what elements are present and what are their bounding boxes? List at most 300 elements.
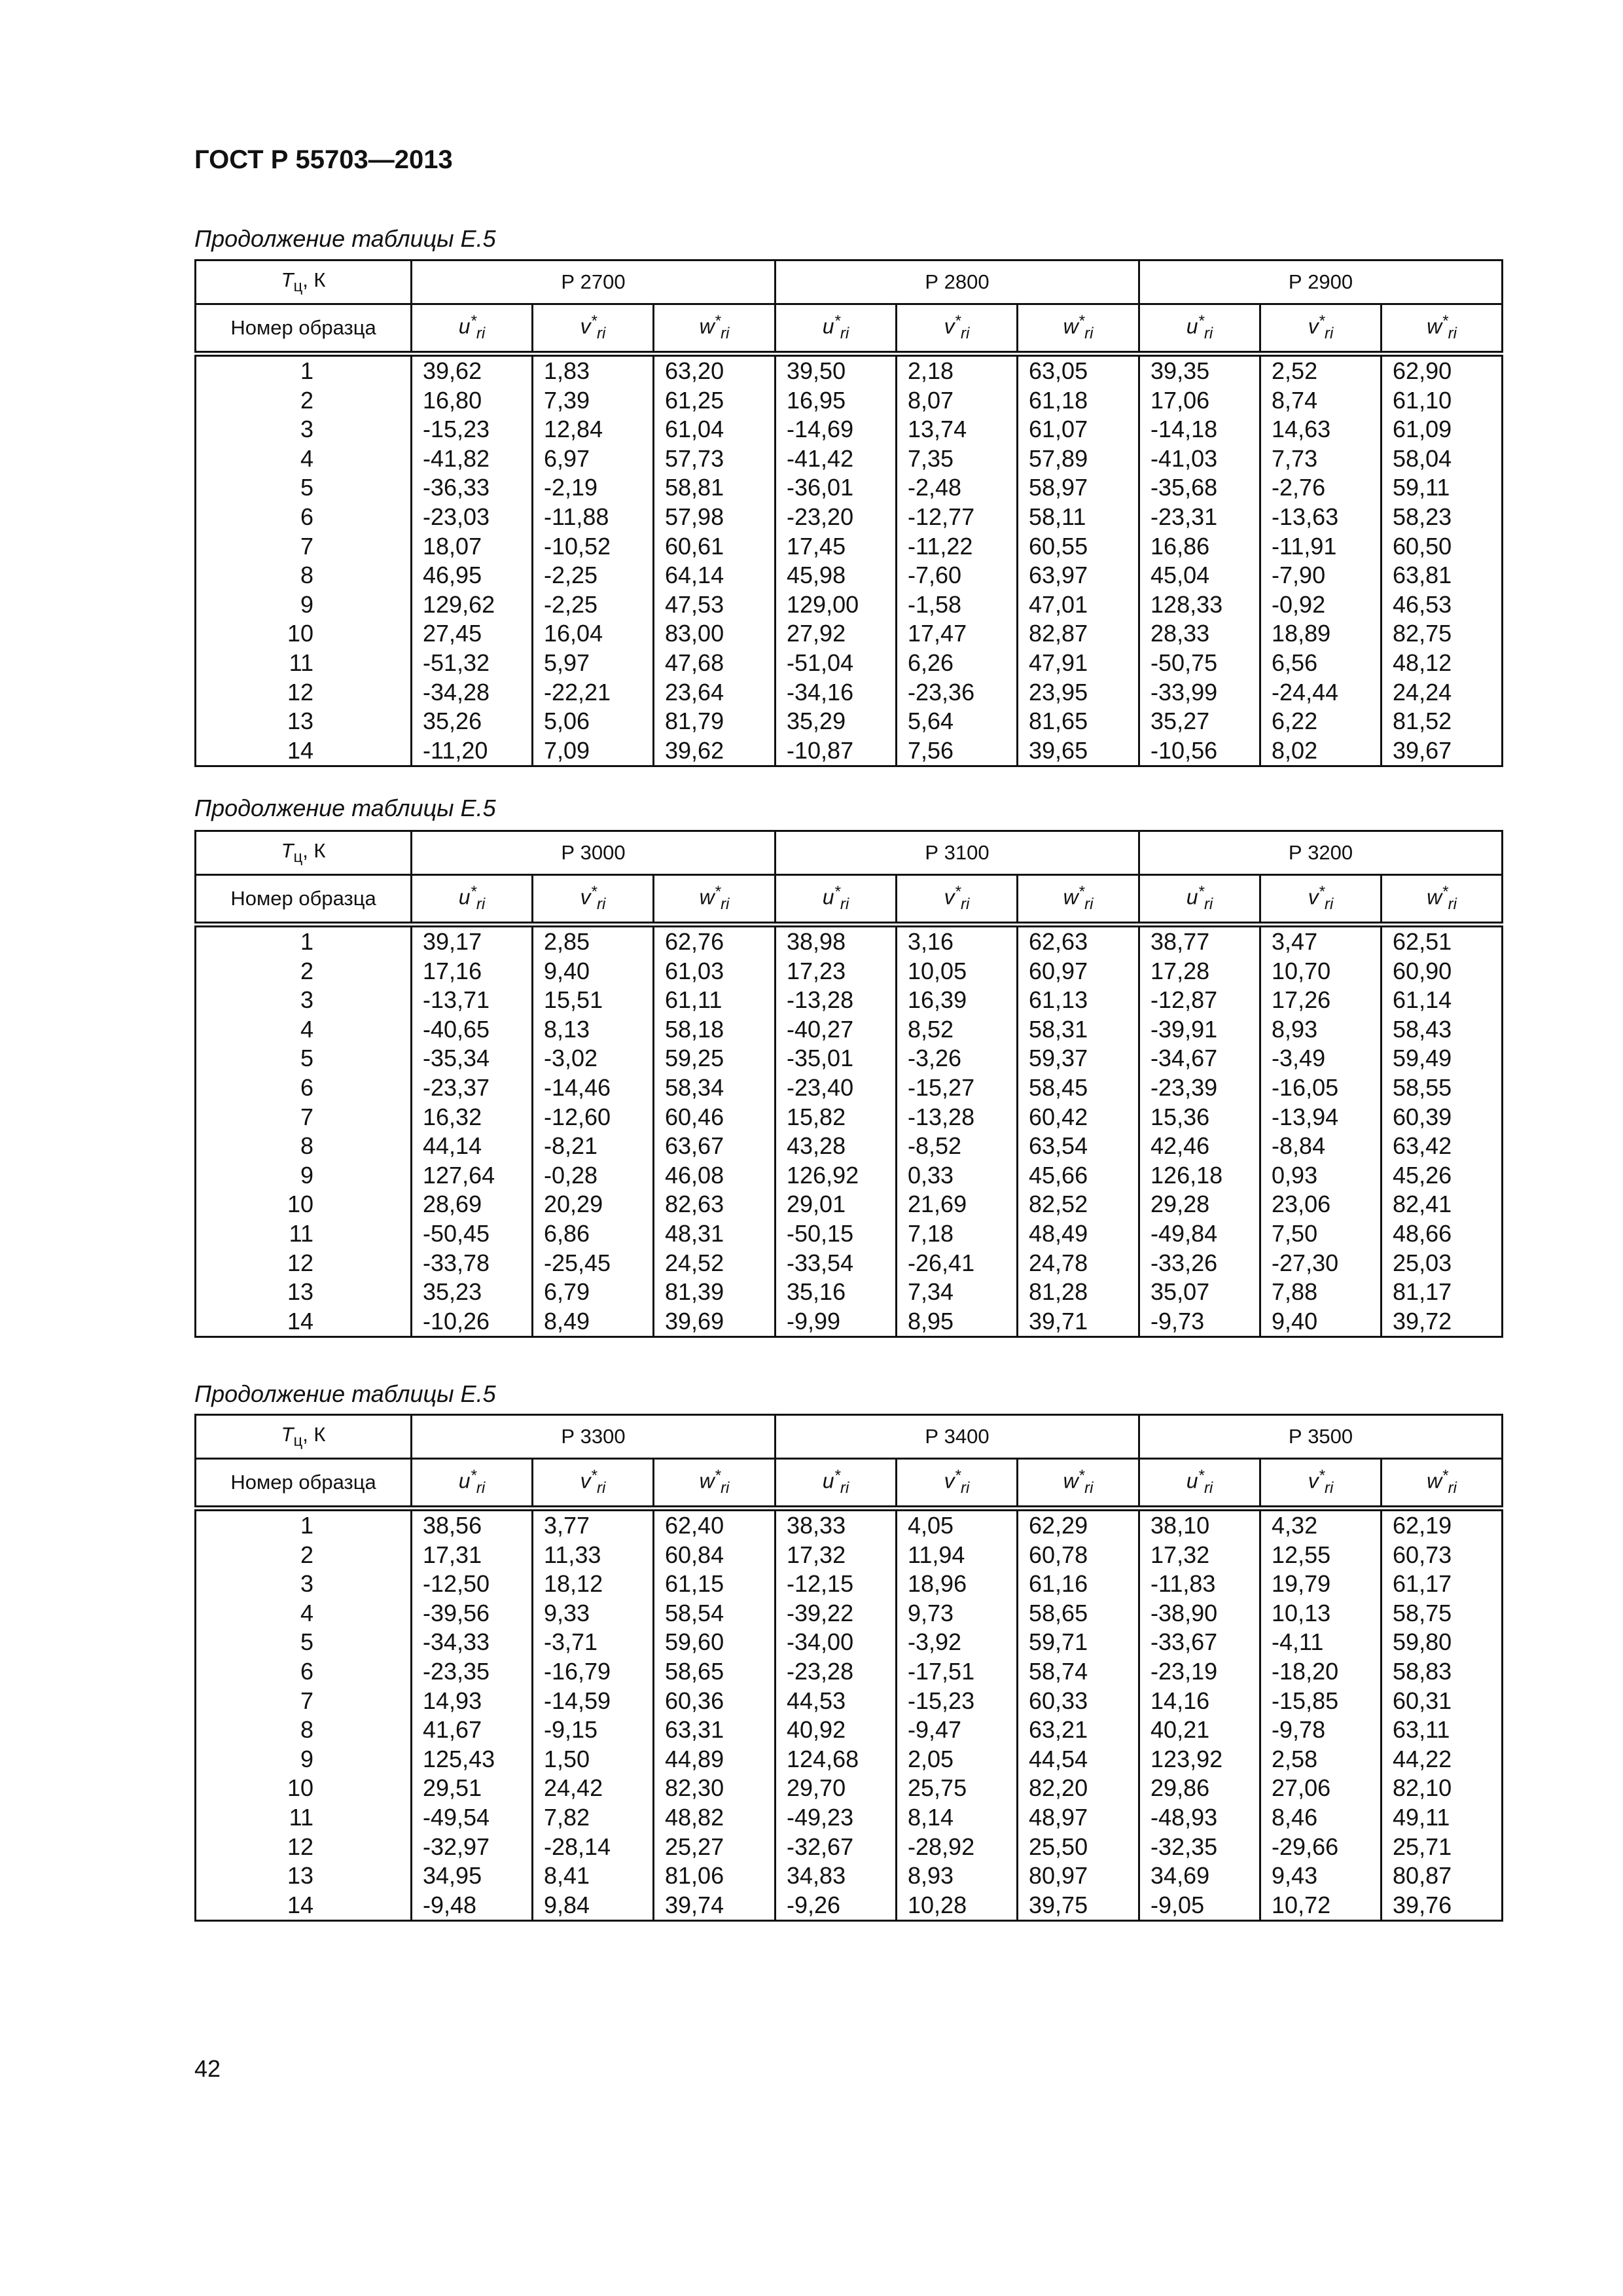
table-cell-value: -2,25: [544, 590, 598, 618]
table-cell-value: 17,45: [787, 532, 846, 560]
component-header-w: [654, 304, 776, 354]
table-cell-value: -28,14: [544, 1833, 611, 1860]
table-cell-value: 34,95: [423, 1862, 482, 1890]
table-cell-value: 10,70: [1272, 957, 1331, 984]
sample-number: 4: [300, 444, 313, 472]
table-cell-value: 9,84: [544, 1891, 590, 1918]
sample-number: 8: [300, 562, 313, 589]
table-cell-value: 3,47: [1272, 928, 1318, 955]
table-cell-value: -9,73: [1150, 1307, 1205, 1335]
table-cell-value: 60,90: [1393, 957, 1452, 984]
value-column-w: [654, 354, 776, 766]
table-cell-value: 38,56: [423, 1512, 482, 1539]
component-superscript: *: [590, 312, 597, 331]
table-cell-value: 7,82: [544, 1803, 590, 1831]
component-header-u: [412, 304, 533, 354]
table-cell-value: 61,14: [1393, 986, 1452, 1014]
value-column-u: [1139, 925, 1260, 1337]
component-symbol: w: [1427, 886, 1442, 910]
table-cell-value: 59,37: [1029, 1045, 1088, 1072]
table-cell-value: -23,35: [423, 1657, 490, 1685]
table-cell-value: 5,97: [544, 649, 590, 676]
table-body: [196, 1509, 1503, 1921]
sample-number: 7: [300, 532, 313, 560]
table-cell-value: 61,07: [1029, 416, 1088, 443]
table-cell-value: -24,44: [1272, 678, 1339, 706]
component-header-v: [1260, 304, 1382, 354]
table-cell-value: 40,92: [787, 1716, 846, 1744]
table-cell-value: 47,53: [665, 590, 724, 618]
table-cell-value: 4,32: [1272, 1512, 1318, 1539]
table-cell-value: 8,93: [908, 1862, 954, 1890]
table-cell-value: 60,42: [1029, 1103, 1088, 1130]
component-superscript: *: [834, 1467, 840, 1485]
table-cell-value: 8,74: [1272, 386, 1318, 414]
table-cell-value: 34,69: [1150, 1862, 1210, 1890]
component-superscript: *: [470, 883, 476, 901]
table-cell-value: 10,72: [1272, 1891, 1331, 1918]
table-cell-value: 29,51: [423, 1774, 482, 1802]
table-cell-value: 40,21: [1150, 1716, 1210, 1744]
table-cell-value: 60,46: [665, 1103, 724, 1130]
table-cell-value: 61,11: [665, 986, 722, 1014]
table-cell-value: 5,06: [544, 708, 590, 735]
table-cell-value: 46,53: [1393, 590, 1452, 618]
sample-number: 11: [289, 1803, 313, 1831]
value-column-u: [1139, 1509, 1260, 1921]
table-cell-value: 58,74: [1029, 1657, 1088, 1685]
table-cell-value: 11,33: [544, 1541, 601, 1568]
component-subscript: ri: [1325, 1479, 1334, 1498]
table-cell-value: 58,65: [665, 1657, 724, 1685]
tc-unit: , К: [302, 268, 326, 291]
component-header-u: [776, 304, 897, 354]
table-cell-value: 17,32: [787, 1541, 846, 1568]
component-superscript: *: [714, 1467, 721, 1485]
table-cell-value: 80,97: [1029, 1862, 1088, 1890]
temperature-group-label: Р 2700: [412, 260, 776, 304]
table-cell-value: 81,65: [1029, 708, 1088, 735]
table-cell-value: -13,63: [1272, 503, 1339, 530]
sample-number: 3: [300, 1570, 313, 1598]
table-cell-value: -16,05: [1272, 1073, 1339, 1101]
table-cell-value: 45,26: [1393, 1161, 1452, 1189]
table-cell-value: 27,06: [1272, 1774, 1331, 1802]
tc-subscript: ц: [293, 1432, 303, 1450]
table-cell-value: 58,43: [1393, 1015, 1452, 1043]
table-cell-value: -9,99: [787, 1307, 841, 1335]
table-cell-value: 44,22: [1393, 1745, 1452, 1772]
table-cell-value: 0,93: [1272, 1161, 1318, 1189]
component-symbol: v: [580, 315, 591, 339]
table-cell-value: 29,01: [787, 1191, 846, 1218]
component-header-u: [1139, 875, 1260, 925]
table-cell-value: -10,56: [1150, 736, 1218, 764]
component-superscript: *: [1318, 1467, 1325, 1485]
table-cell-value: -40,27: [787, 1015, 854, 1043]
component-symbol: w: [1427, 1469, 1442, 1494]
table-cell-value: -49,54: [423, 1803, 490, 1831]
table-cell-value: 39,65: [1029, 736, 1088, 764]
table-cell-value: 27,45: [423, 620, 482, 647]
table-cell-value: 59,25: [665, 1045, 724, 1072]
table-cell-value: 3,77: [544, 1512, 590, 1539]
table-cell-value: 61,16: [1029, 1570, 1088, 1598]
table-cell-value: 126,92: [787, 1161, 859, 1189]
table-cell-value: 129,62: [423, 590, 495, 618]
header-row-components: [196, 1459, 1503, 1509]
table-cell-value: 60,33: [1029, 1687, 1088, 1714]
component-header-u: [776, 875, 897, 925]
table-cell-value: 63,11: [1393, 1716, 1450, 1744]
component-symbol: u: [822, 1469, 834, 1494]
table-cell-value: 129,00: [787, 590, 859, 618]
table-cell-value: 1,50: [544, 1745, 590, 1772]
table-cell-value: -32,97: [423, 1833, 490, 1860]
component-symbol: v: [1308, 315, 1319, 339]
table-cell-value: 18,07: [423, 532, 482, 560]
table-cell-value: 17,47: [908, 620, 967, 647]
table-cell-value: 44,14: [423, 1132, 482, 1160]
table-cell-value: -10,52: [544, 532, 611, 560]
table-cell-value: 81,52: [1393, 708, 1452, 735]
table-cell-value: 60,36: [665, 1687, 724, 1714]
table-cell-value: 61,17: [1393, 1570, 1452, 1598]
component-subscript: ri: [961, 1479, 970, 1498]
table-cell-value: 60,31: [1393, 1687, 1452, 1714]
table-cell-value: -36,01: [787, 474, 854, 501]
table-cell-value: -15,85: [1272, 1687, 1339, 1714]
table-cell-value: 38,10: [1150, 1512, 1210, 1539]
table-cell-value: -35,01: [787, 1045, 854, 1072]
table-cell-value: -23,37: [423, 1073, 490, 1101]
sample-number: 9: [300, 590, 313, 618]
temperature-group-label: Р 2800: [776, 260, 1139, 304]
sample-number: 6: [300, 1657, 313, 1685]
table-cell-value: 20,29: [544, 1191, 603, 1218]
table-cell-value: 59,60: [665, 1628, 724, 1656]
table-cell-value: -39,56: [423, 1599, 490, 1626]
table-cell-value: 39,74: [665, 1891, 724, 1918]
temperature-header-cell: [196, 260, 412, 304]
table-cell-value: 7,88: [1272, 1278, 1318, 1306]
temperature-header-cell: [196, 831, 412, 875]
sample-number: 10: [287, 1774, 313, 1802]
table-cell-value: -17,51: [908, 1657, 975, 1685]
table-cell-value: 35,16: [787, 1278, 846, 1306]
table-cell-value: 58,04: [1393, 444, 1452, 472]
table-cell-value: -34,33: [423, 1628, 490, 1656]
table-cell-value: -33,54: [787, 1249, 854, 1276]
header-row-temperature: [196, 260, 1503, 304]
table-cell-value: 7,73: [1272, 444, 1318, 472]
component-superscript: *: [1198, 1467, 1204, 1485]
table-cell-value: -33,78: [423, 1249, 490, 1276]
table-cell-value: 25,27: [665, 1833, 724, 1860]
value-column-v: [1260, 354, 1382, 766]
table-cell-value: -41,82: [423, 444, 490, 472]
table-cell-value: 82,52: [1029, 1191, 1088, 1218]
data-table: [194, 1414, 1503, 1922]
component-symbol: w: [1063, 886, 1079, 910]
table-cell-value: 58,11: [1029, 503, 1086, 530]
table-cell-value: 8,07: [908, 386, 954, 414]
component-symbol: w: [1063, 1469, 1079, 1494]
table-cell-value: -39,91: [1150, 1015, 1218, 1043]
component-subscript: ri: [1204, 895, 1213, 914]
component-header-v: [897, 304, 1018, 354]
table-cell-value: 35,26: [423, 708, 482, 735]
table-cell-value: 63,81: [1393, 562, 1452, 589]
table-cell-value: 38,98: [787, 928, 846, 955]
table-cell-value: 6,86: [544, 1219, 590, 1247]
table-cell-value: 49,11: [1393, 1803, 1450, 1831]
table-cell-value: 82,75: [1393, 620, 1452, 647]
component-superscript: *: [1078, 1467, 1085, 1485]
table-cell-value: -48,93: [1150, 1803, 1218, 1831]
temperature-group-label: Р 3100: [776, 831, 1139, 875]
table-cell-value: -34,16: [787, 678, 854, 706]
component-superscript: *: [1198, 883, 1204, 901]
table-cell-value: 24,24: [1393, 678, 1452, 706]
component-subscript: ri: [1084, 895, 1094, 914]
component-header-w: [1382, 875, 1503, 925]
table-cell-value: -9,26: [787, 1891, 841, 1918]
table-cell-value: 35,29: [787, 708, 846, 735]
component-header-u: [776, 1459, 897, 1509]
table-cell-value: -9,78: [1272, 1716, 1326, 1744]
component-subscript: ri: [1448, 895, 1457, 914]
sample-number: 3: [300, 986, 313, 1014]
component-superscript: *: [1442, 883, 1448, 901]
table-cell-value: -11,88: [544, 503, 609, 530]
table-cell-value: 81,28: [1029, 1278, 1088, 1306]
table-cell-value: 46,08: [665, 1161, 724, 1189]
table-cell-value: 17,28: [1150, 957, 1210, 984]
table-cell-value: 128,33: [1150, 590, 1223, 618]
table-cell-value: 39,76: [1393, 1891, 1452, 1918]
temperature-group-label: Р 3000: [412, 831, 776, 875]
component-subscript: ri: [1448, 325, 1457, 343]
sample-number: 2: [300, 957, 313, 984]
sample-number: 14: [287, 736, 313, 764]
table-cell-value: -2,76: [1272, 474, 1326, 501]
table-cell-value: 2,85: [544, 928, 590, 955]
table-cell-value: 46,95: [423, 562, 482, 589]
table-cell-value: -14,59: [544, 1687, 611, 1714]
table-cell-value: 82,30: [665, 1774, 724, 1802]
table-cell-value: -33,67: [1150, 1628, 1218, 1656]
value-column-u: [1139, 354, 1260, 766]
component-symbol: v: [944, 315, 955, 339]
table-cell-value: 48,66: [1393, 1219, 1452, 1247]
component-symbol: w: [1427, 315, 1442, 339]
component-subscript: ri: [961, 895, 970, 914]
table-cell-value: 10,13: [1272, 1599, 1331, 1626]
table-cell-value: 18,96: [908, 1570, 967, 1598]
table-cell-value: 2,05: [908, 1745, 954, 1772]
component-header-w: [1018, 304, 1139, 354]
table-cell-value: 8,41: [544, 1862, 590, 1890]
table-cell-value: 7,34: [908, 1278, 954, 1306]
sample-number: 2: [300, 386, 313, 414]
table-cell-value: 62,40: [665, 1512, 724, 1539]
table-cell-value: 16,32: [423, 1103, 482, 1130]
table-cell-value: -13,94: [1272, 1103, 1339, 1130]
table-cell-value: 39,50: [787, 357, 846, 384]
table-cell-value: 83,00: [665, 620, 724, 647]
table-cell-value: 57,73: [665, 444, 724, 472]
table-cell-value: 48,31: [665, 1219, 724, 1247]
header-row-temperature: [196, 831, 1503, 875]
table-cell-value: 124,68: [787, 1745, 859, 1772]
component-subscript: ri: [721, 325, 730, 343]
table-cell-value: 82,10: [1393, 1774, 1452, 1802]
header-row-components: [196, 304, 1503, 354]
table-cell-value: 62,63: [1029, 928, 1088, 955]
table-body: [196, 925, 1503, 1337]
table-cell-value: -23,40: [787, 1073, 854, 1101]
table-cell-value: 18,89: [1272, 620, 1331, 647]
table-cell-value: -11,22: [908, 532, 973, 560]
table-cell-value: -33,26: [1150, 1249, 1218, 1276]
tc-subscript: ц: [293, 848, 303, 867]
table-cell-value: 58,75: [1393, 1599, 1452, 1626]
table-cell-value: 82,87: [1029, 620, 1088, 647]
table-cell-value: 0,33: [908, 1161, 954, 1189]
component-header-w: [1382, 304, 1503, 354]
temperature-group-label: Р 2900: [1139, 260, 1503, 304]
table-cell-value: -2,19: [544, 474, 598, 501]
sample-number: 9: [300, 1745, 313, 1772]
component-symbol: w: [699, 1469, 715, 1494]
component-subscript: ri: [721, 1479, 730, 1498]
sample-number: 1: [300, 357, 313, 384]
table-cell-value: 12,55: [1272, 1541, 1331, 1568]
table-row: [196, 925, 1503, 1337]
table-cell-value: -13,28: [787, 986, 854, 1014]
table-cell-value: 6,26: [908, 649, 954, 676]
table-cell-value: 16,95: [787, 386, 846, 414]
table-cell-value: 3,16: [908, 928, 954, 955]
component-symbol: u: [458, 1469, 471, 1494]
table-cell-value: 58,45: [1029, 1073, 1088, 1101]
value-column-u: [776, 354, 897, 766]
value-column-v: [897, 354, 1018, 766]
component-symbol: u: [458, 886, 471, 910]
table-cell-value: 8,93: [1272, 1015, 1318, 1043]
table-cell-value: 61,13: [1029, 986, 1088, 1014]
sample-number: 9: [300, 1161, 313, 1189]
table-cell-value: 14,63: [1272, 416, 1331, 443]
sample-number-column: [196, 354, 412, 766]
table-cell-value: -8,52: [908, 1132, 962, 1160]
document-header: ГОСТ Р 55703—2013: [194, 145, 453, 174]
sample-number-header: Номер образца: [196, 1459, 412, 1509]
sample-number: 8: [300, 1132, 313, 1160]
table-cell-value: -23,19: [1150, 1657, 1218, 1685]
table-cell-value: -23,28: [787, 1657, 854, 1685]
component-superscript: *: [470, 1467, 476, 1485]
table-cell-value: 47,68: [665, 649, 724, 676]
table-cell-value: 63,54: [1029, 1132, 1088, 1160]
component-symbol: w: [699, 315, 715, 339]
sample-number: 4: [300, 1599, 313, 1626]
table-cell-value: 43,28: [787, 1132, 846, 1160]
table-cell-value: 27,92: [787, 620, 846, 647]
table-cell-value: 39,67: [1393, 736, 1452, 764]
table-cell-value: -14,18: [1150, 416, 1218, 443]
table-cell-value: 61,10: [1393, 386, 1452, 414]
table-cell-value: 2,58: [1272, 1745, 1318, 1772]
table-cell-value: 7,39: [544, 386, 590, 414]
table-cell-value: 82,20: [1029, 1774, 1088, 1802]
component-superscript: *: [1442, 312, 1448, 331]
table-cell-value: 21,69: [908, 1191, 967, 1218]
component-subscript: ri: [476, 895, 486, 914]
table-cell-value: 39,69: [665, 1307, 724, 1335]
table-cell-value: -23,20: [787, 503, 854, 530]
table-cell-value: 5,64: [908, 708, 954, 735]
table-cell-value: 45,04: [1150, 562, 1210, 589]
table-cell-value: 127,64: [423, 1161, 495, 1189]
table-cell-value: 8,13: [544, 1015, 590, 1043]
table-cell-value: 7,50: [1272, 1219, 1318, 1247]
table-cell-value: -11,20: [423, 736, 488, 764]
table-cell-value: -10,26: [423, 1307, 490, 1335]
table-cell-value: 6,79: [544, 1278, 590, 1306]
table-cell-value: -50,45: [423, 1219, 490, 1247]
value-column-v: [533, 354, 654, 766]
sample-number: 4: [300, 1015, 313, 1043]
table-cell-value: 14,93: [423, 1687, 482, 1714]
value-column-w: [654, 1509, 776, 1921]
table-cell-value: -29,66: [1272, 1833, 1339, 1860]
table-cell-value: -13,28: [908, 1103, 975, 1130]
table-cell-value: 59,71: [1029, 1628, 1088, 1656]
table-cell-value: 81,06: [665, 1862, 724, 1890]
table-cell-value: 80,87: [1393, 1862, 1452, 1890]
table-cell-value: 58,97: [1029, 474, 1088, 501]
table-cell-value: -9,47: [908, 1716, 962, 1744]
component-superscript: *: [1078, 883, 1085, 901]
component-subscript: ri: [1204, 325, 1213, 343]
table-cell-value: 17,16: [423, 957, 482, 984]
table-cell-value: 125,43: [423, 1745, 495, 1772]
table-cell-value: 126,18: [1150, 1161, 1223, 1189]
component-subscript: ri: [1084, 325, 1094, 343]
table-cell-value: 1,83: [544, 357, 590, 384]
table-cell-value: 16,04: [544, 620, 603, 647]
table-cell-value: -9,15: [544, 1716, 598, 1744]
table-cell-value: -28,92: [908, 1833, 975, 1860]
table-cell-value: 57,98: [665, 503, 724, 530]
sample-number: 7: [300, 1103, 313, 1130]
component-subscript: ri: [597, 325, 606, 343]
table-cell-value: 24,52: [665, 1249, 724, 1276]
table-cell-value: -51,32: [423, 649, 490, 676]
table-cell-value: 61,15: [665, 1570, 724, 1598]
table-cell-value: 60,84: [665, 1541, 724, 1568]
table-cell-value: 45,98: [787, 562, 846, 589]
table-cell-value: 28,69: [423, 1191, 482, 1218]
sample-number: 10: [287, 1191, 313, 1218]
component-superscript: *: [714, 883, 721, 901]
table-cell-value: 2,18: [908, 357, 954, 384]
tc-symbol: T: [281, 268, 294, 291]
table-cell-value: -35,34: [423, 1045, 490, 1072]
component-header-w: [1018, 875, 1139, 925]
